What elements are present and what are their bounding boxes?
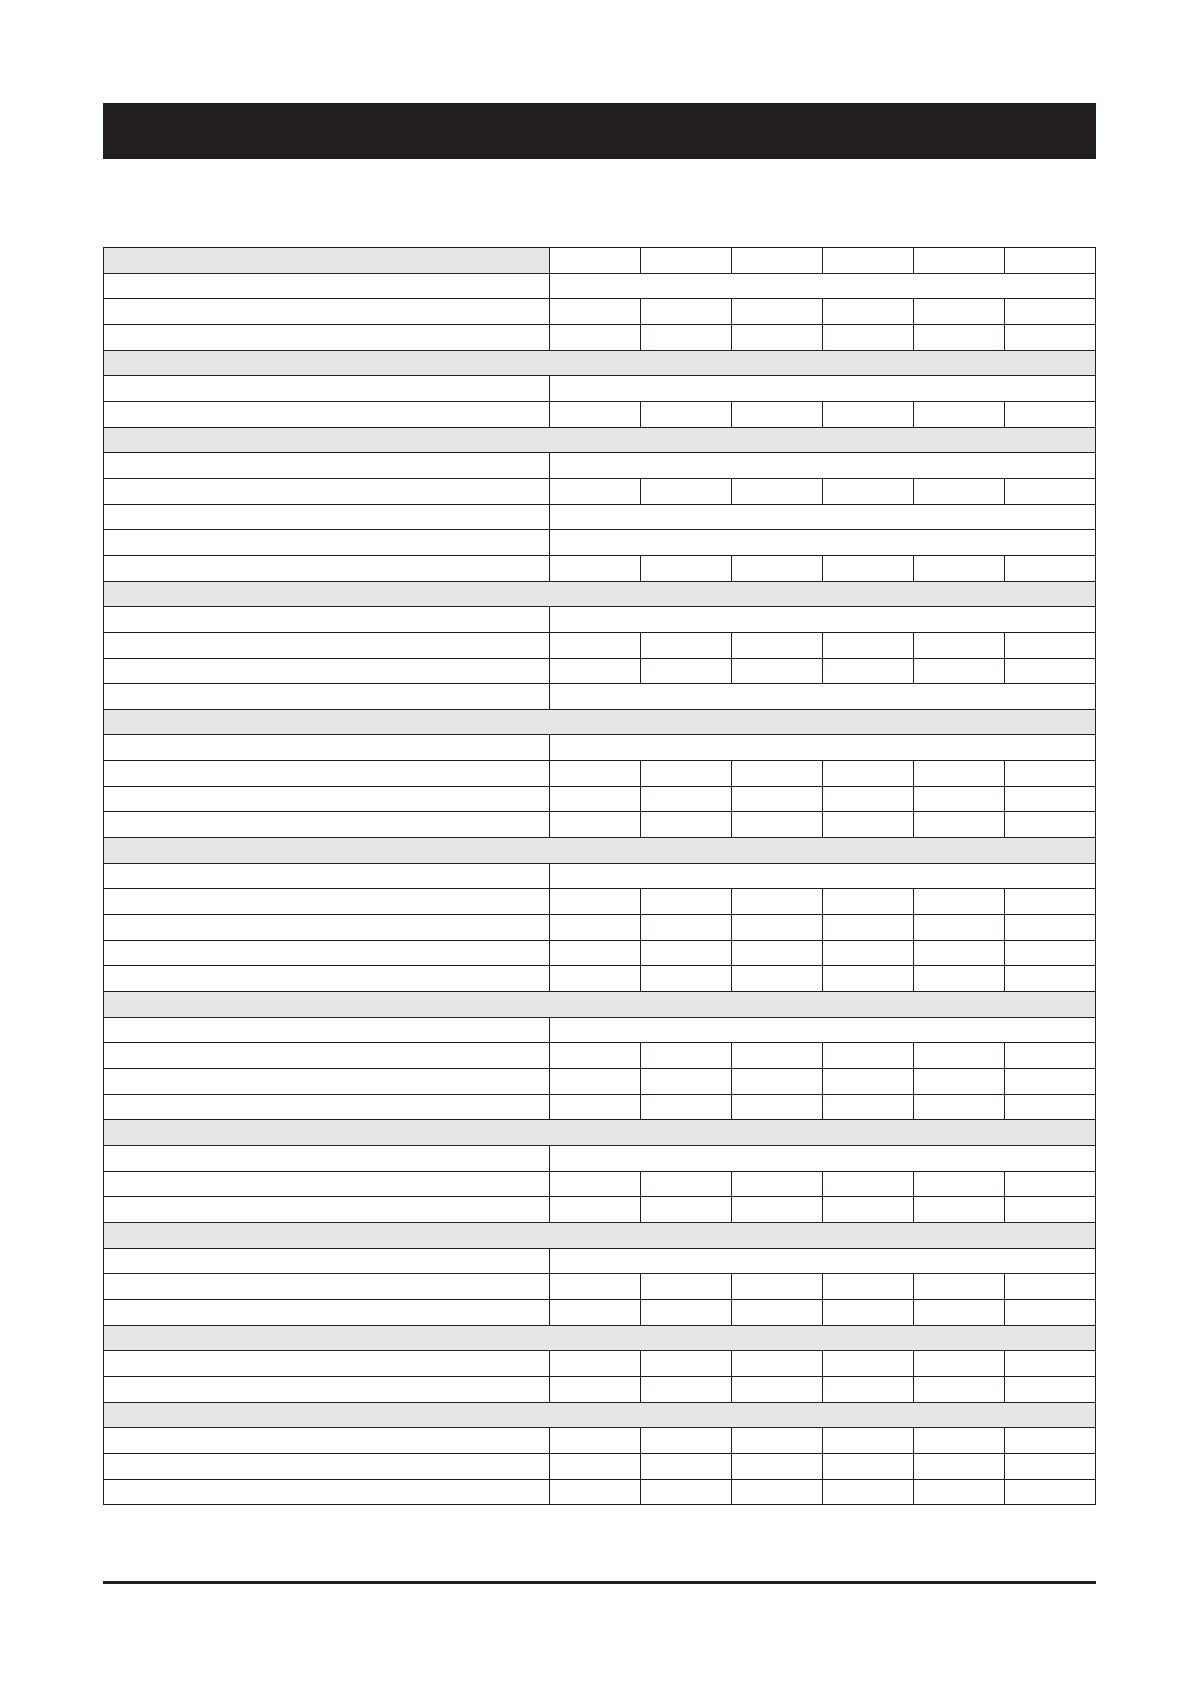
value-cell <box>914 761 1005 787</box>
value-cell <box>550 1299 641 1325</box>
value-cell <box>914 1043 1005 1069</box>
row-label <box>104 915 550 941</box>
title-bar <box>103 103 1096 159</box>
merged-value-cell <box>550 607 1096 633</box>
value-cell <box>914 1094 1005 1120</box>
table-row <box>104 504 1096 530</box>
value-cell <box>550 1069 641 1095</box>
value-cell <box>1005 658 1096 684</box>
value-cell <box>550 1351 641 1377</box>
value-cell <box>732 299 823 325</box>
value-cell <box>550 478 641 504</box>
table-row <box>104 376 1096 402</box>
section-row <box>104 1325 1096 1351</box>
value-cell <box>1005 812 1096 838</box>
row-label <box>104 376 550 402</box>
row-label <box>104 1248 550 1274</box>
value-cell <box>641 1428 732 1454</box>
value-cell <box>823 1171 914 1197</box>
value-cell <box>641 1376 732 1402</box>
value-cell <box>1005 555 1096 581</box>
value-cell <box>641 1479 732 1505</box>
value-cell <box>732 761 823 787</box>
row-label <box>104 504 550 530</box>
value-cell <box>641 1197 732 1223</box>
value-cell <box>550 324 641 350</box>
value-cell <box>1005 1094 1096 1120</box>
value-cell <box>823 632 914 658</box>
value-cell <box>823 1351 914 1377</box>
value-cell <box>550 1453 641 1479</box>
value-cell <box>732 1351 823 1377</box>
row-label <box>104 1351 550 1377</box>
value-cell <box>732 966 823 992</box>
table-row <box>104 889 1096 915</box>
section-row <box>104 1120 1096 1146</box>
value-cell <box>823 324 914 350</box>
value-cell <box>914 786 1005 812</box>
value-cell <box>914 658 1005 684</box>
value-cell <box>823 1069 914 1095</box>
merged-value-cell <box>550 1017 1096 1043</box>
table-row <box>104 812 1096 838</box>
value-cell <box>732 658 823 684</box>
value-cell <box>823 761 914 787</box>
table-row <box>104 735 1096 761</box>
table-row <box>104 1145 1096 1171</box>
value-cell <box>641 324 732 350</box>
section-heading-cell <box>104 1120 1096 1146</box>
header-row <box>104 248 1096 274</box>
spec-table-body <box>104 248 1096 1505</box>
table-row <box>104 966 1096 992</box>
merged-value-cell <box>550 863 1096 889</box>
value-cell <box>914 324 1005 350</box>
table-row <box>104 761 1096 787</box>
value-cell <box>550 889 641 915</box>
section-row <box>104 709 1096 735</box>
value-cell <box>641 761 732 787</box>
value-cell <box>732 632 823 658</box>
row-label <box>104 401 550 427</box>
value-cell <box>732 889 823 915</box>
value-cell <box>550 401 641 427</box>
row-label <box>104 1145 550 1171</box>
value-cell <box>550 1197 641 1223</box>
section-heading-cell <box>104 1222 1096 1248</box>
value-cell <box>914 1479 1005 1505</box>
value-cell <box>823 940 914 966</box>
value-cell <box>1005 1069 1096 1095</box>
table-row <box>104 530 1096 556</box>
table-row <box>104 324 1096 350</box>
row-label <box>104 530 550 556</box>
value-cell <box>914 1453 1005 1479</box>
value-cell <box>732 1376 823 1402</box>
table-row <box>104 632 1096 658</box>
value-cell <box>641 1453 732 1479</box>
section-heading-cell <box>104 992 1096 1018</box>
row-label <box>104 1043 550 1069</box>
header-column-cell <box>914 248 1005 274</box>
value-cell <box>550 1376 641 1402</box>
value-cell <box>641 1094 732 1120</box>
table-row <box>104 555 1096 581</box>
value-cell <box>641 812 732 838</box>
value-cell <box>914 1197 1005 1223</box>
value-cell <box>641 889 732 915</box>
value-cell <box>823 966 914 992</box>
value-cell <box>732 1171 823 1197</box>
table-row <box>104 1453 1096 1479</box>
value-cell <box>1005 1351 1096 1377</box>
section-row <box>104 1222 1096 1248</box>
row-label <box>104 1171 550 1197</box>
table-row <box>104 1017 1096 1043</box>
value-cell <box>1005 1299 1096 1325</box>
table-row <box>104 1376 1096 1402</box>
merged-value-cell <box>550 1145 1096 1171</box>
value-cell <box>914 889 1005 915</box>
section-heading-cell <box>104 1402 1096 1428</box>
row-label <box>104 607 550 633</box>
row-label <box>104 1299 550 1325</box>
row-label <box>104 812 550 838</box>
header-column-cell <box>823 248 914 274</box>
value-cell <box>732 401 823 427</box>
table-row <box>104 1171 1096 1197</box>
value-cell <box>550 786 641 812</box>
value-cell <box>823 1428 914 1454</box>
row-label <box>104 1376 550 1402</box>
value-cell <box>641 658 732 684</box>
value-cell <box>641 1299 732 1325</box>
value-cell <box>823 915 914 941</box>
value-cell <box>914 966 1005 992</box>
merged-value-cell <box>550 453 1096 479</box>
value-cell <box>641 478 732 504</box>
value-cell <box>550 1043 641 1069</box>
value-cell <box>732 812 823 838</box>
value-cell <box>732 555 823 581</box>
value-cell <box>823 812 914 838</box>
value-cell <box>641 1171 732 1197</box>
value-cell <box>550 761 641 787</box>
value-cell <box>732 478 823 504</box>
section-heading-cell <box>104 427 1096 453</box>
table-row <box>104 1274 1096 1300</box>
section-heading-cell <box>104 838 1096 864</box>
row-label <box>104 889 550 915</box>
value-cell <box>1005 299 1096 325</box>
value-cell <box>1005 1171 1096 1197</box>
value-cell <box>732 1043 823 1069</box>
merged-value-cell <box>550 376 1096 402</box>
section-heading-cell <box>104 581 1096 607</box>
table-row <box>104 299 1096 325</box>
value-cell <box>732 324 823 350</box>
value-cell <box>1005 889 1096 915</box>
value-cell <box>914 1299 1005 1325</box>
value-cell <box>732 786 823 812</box>
section-heading-cell <box>104 1325 1096 1351</box>
value-cell <box>641 299 732 325</box>
value-cell <box>914 1274 1005 1300</box>
value-cell <box>641 632 732 658</box>
value-cell <box>914 401 1005 427</box>
footer-rule <box>103 1581 1096 1584</box>
value-cell <box>914 915 1005 941</box>
row-label <box>104 684 550 710</box>
section-heading-cell <box>104 350 1096 376</box>
value-cell <box>823 889 914 915</box>
merged-value-cell <box>550 273 1096 299</box>
section-row <box>104 992 1096 1018</box>
value-cell <box>550 658 641 684</box>
row-label <box>104 1453 550 1479</box>
value-cell <box>823 658 914 684</box>
value-cell <box>1005 1274 1096 1300</box>
value-cell <box>823 1376 914 1402</box>
table-row <box>104 863 1096 889</box>
value-cell <box>550 966 641 992</box>
table-row <box>104 273 1096 299</box>
value-cell <box>1005 761 1096 787</box>
value-cell <box>732 1453 823 1479</box>
value-cell <box>732 1094 823 1120</box>
value-cell <box>641 1069 732 1095</box>
table-row <box>104 915 1096 941</box>
value-cell <box>914 812 1005 838</box>
table-row <box>104 607 1096 633</box>
value-cell <box>914 632 1005 658</box>
row-label <box>104 1017 550 1043</box>
value-cell <box>550 1274 641 1300</box>
table-row <box>104 786 1096 812</box>
value-cell <box>823 299 914 325</box>
section-row <box>104 1402 1096 1428</box>
value-cell <box>641 786 732 812</box>
merged-value-cell <box>550 1248 1096 1274</box>
table-row <box>104 684 1096 710</box>
merged-value-cell <box>550 504 1096 530</box>
value-cell <box>1005 324 1096 350</box>
value-cell <box>823 1197 914 1223</box>
table-row <box>104 1428 1096 1454</box>
value-cell <box>732 1274 823 1300</box>
row-label <box>104 940 550 966</box>
table-row <box>104 1299 1096 1325</box>
value-cell <box>1005 966 1096 992</box>
value-cell <box>550 555 641 581</box>
value-cell <box>1005 1376 1096 1402</box>
value-cell <box>823 1274 914 1300</box>
value-cell <box>1005 478 1096 504</box>
value-cell <box>1005 1197 1096 1223</box>
value-cell <box>550 632 641 658</box>
row-label <box>104 1069 550 1095</box>
section-row <box>104 350 1096 376</box>
row-label <box>104 555 550 581</box>
value-cell <box>823 1479 914 1505</box>
value-cell <box>641 1274 732 1300</box>
section-heading-cell <box>104 709 1096 735</box>
value-cell <box>732 1428 823 1454</box>
value-cell <box>1005 940 1096 966</box>
value-cell <box>1005 632 1096 658</box>
value-cell <box>1005 1428 1096 1454</box>
value-cell <box>1005 915 1096 941</box>
table-row <box>104 1351 1096 1377</box>
section-row <box>104 427 1096 453</box>
value-cell <box>550 812 641 838</box>
value-cell <box>1005 1453 1096 1479</box>
row-label <box>104 761 550 787</box>
section-row <box>104 581 1096 607</box>
value-cell <box>914 1376 1005 1402</box>
value-cell <box>823 1453 914 1479</box>
value-cell <box>732 1197 823 1223</box>
row-label <box>104 1428 550 1454</box>
header-column-cell <box>1005 248 1096 274</box>
section-row <box>104 838 1096 864</box>
value-cell <box>823 1299 914 1325</box>
value-cell <box>641 401 732 427</box>
table-row <box>104 1479 1096 1505</box>
value-cell <box>641 1043 732 1069</box>
row-label <box>104 1274 550 1300</box>
row-label <box>104 1197 550 1223</box>
table-row <box>104 1248 1096 1274</box>
merged-value-cell <box>550 735 1096 761</box>
value-cell <box>550 1094 641 1120</box>
table-row <box>104 658 1096 684</box>
value-cell <box>914 478 1005 504</box>
header-column-cell <box>641 248 732 274</box>
merged-value-cell <box>550 684 1096 710</box>
header-column-cell <box>732 248 823 274</box>
row-label <box>104 863 550 889</box>
row-label <box>104 299 550 325</box>
value-cell <box>1005 401 1096 427</box>
value-cell <box>914 1428 1005 1454</box>
row-label <box>104 1479 550 1505</box>
row-label <box>104 786 550 812</box>
value-cell <box>823 555 914 581</box>
value-cell <box>823 478 914 504</box>
value-cell <box>914 1351 1005 1377</box>
spec-table <box>103 247 1096 1505</box>
merged-value-cell <box>550 530 1096 556</box>
table-row <box>104 478 1096 504</box>
value-cell <box>550 1479 641 1505</box>
row-label <box>104 273 550 299</box>
header-label-cell <box>104 248 550 274</box>
table-row <box>104 1094 1096 1120</box>
value-cell <box>823 401 914 427</box>
value-cell <box>914 940 1005 966</box>
row-label <box>104 1094 550 1120</box>
value-cell <box>732 940 823 966</box>
value-cell <box>1005 786 1096 812</box>
value-cell <box>641 940 732 966</box>
value-cell <box>641 966 732 992</box>
value-cell <box>914 299 1005 325</box>
row-label <box>104 658 550 684</box>
table-row <box>104 401 1096 427</box>
value-cell <box>550 299 641 325</box>
table-row <box>104 1197 1096 1223</box>
value-cell <box>914 1069 1005 1095</box>
row-label <box>104 324 550 350</box>
value-cell <box>1005 1479 1096 1505</box>
value-cell <box>914 1171 1005 1197</box>
row-label <box>104 453 550 479</box>
value-cell <box>550 1428 641 1454</box>
value-cell <box>732 915 823 941</box>
value-cell <box>732 1479 823 1505</box>
table-row <box>104 1069 1096 1095</box>
value-cell <box>550 915 641 941</box>
table-row <box>104 453 1096 479</box>
row-label <box>104 735 550 761</box>
value-cell <box>914 555 1005 581</box>
value-cell <box>641 915 732 941</box>
value-cell <box>823 786 914 812</box>
value-cell <box>641 555 732 581</box>
row-label <box>104 966 550 992</box>
table-row <box>104 1043 1096 1069</box>
value-cell <box>1005 1043 1096 1069</box>
value-cell <box>550 940 641 966</box>
value-cell <box>823 1094 914 1120</box>
value-cell <box>823 1043 914 1069</box>
value-cell <box>550 1171 641 1197</box>
value-cell <box>732 1299 823 1325</box>
header-column-cell <box>550 248 641 274</box>
value-cell <box>641 1351 732 1377</box>
row-label <box>104 632 550 658</box>
row-label <box>104 478 550 504</box>
value-cell <box>732 1069 823 1095</box>
table-row <box>104 940 1096 966</box>
